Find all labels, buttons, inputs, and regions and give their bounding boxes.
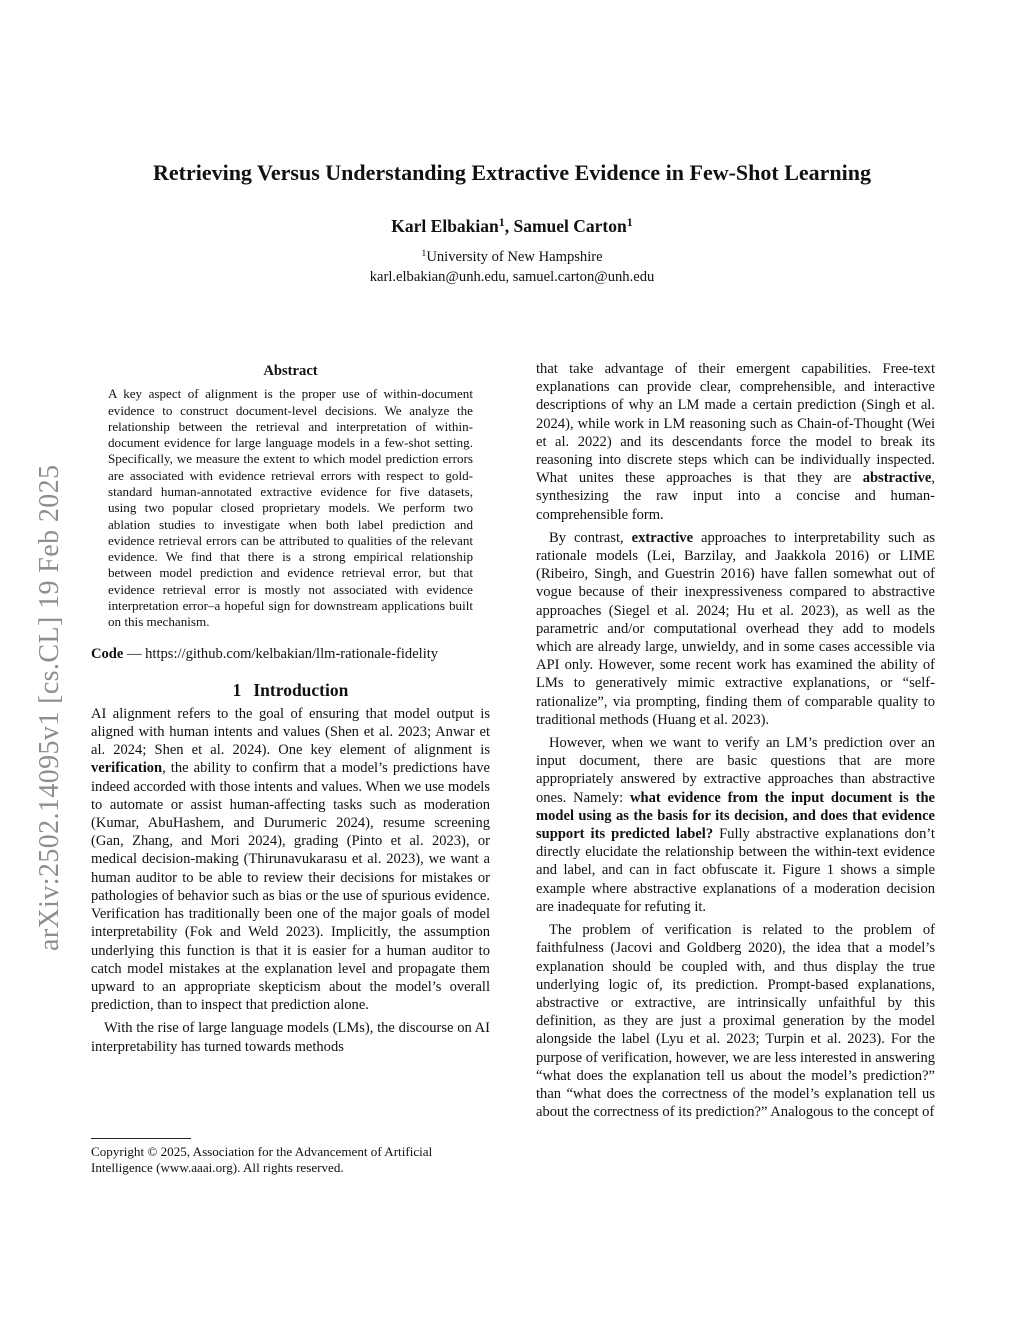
- left-column: [91, 360, 490, 1056]
- affiliation-mark: 1: [498, 215, 505, 230]
- right-column: [536, 360, 935, 1121]
- paragraph-text: , synthesizing the raw input into a concise and human-comprehensible form.: [536, 470, 935, 523]
- emphasized-text: abstractive: [862, 470, 932, 487]
- author-emails: karl.elbakian@unh.edu, samuel.carton@unh.edu: [369, 269, 655, 285]
- copyright-footnote: [91, 1138, 490, 1177]
- section-heading-introduction: [91, 679, 490, 701]
- emphasized-text: extractive: [631, 529, 694, 546]
- left-column-body: [91, 705, 490, 1056]
- right-column-body: [536, 360, 935, 1121]
- paragraph-text: Fully abstractive explanations don’t directly elucidate the relationship between the within-text evidence and label, and can in fact obfuscate it. Figure 1 shows a simple example where abstractive explanations of a moderation decision are inadequate for refuting it.: [536, 826, 935, 915]
- emphasized-text: verification: [91, 760, 163, 777]
- affiliation-mark: 1: [626, 215, 633, 230]
- author-name: Karl Elbakian: [391, 216, 499, 236]
- paragraph-text: approaches to interpretability such as rationale models (Lei, Barzilay, and Jaakkola 2016) or LIME (Ribeiro, Singh, and Guestrin 2016) have fallen somewhat out of vogue because of their inexpressiveness compared to abstractive approaches (Siegel et al. 2024; Hu et al. 2023), as well as the parametric and/or computational overhead they add to models which are already large, unwieldy, and in some cases accessible via API only. However, some recent work has examined the ability of LMs to generatively mimic extractive explanations, or “self-rationalize”, via prompting, finding them of comparable quality to traditional methods (Huang et al. 2023).: [536, 529, 935, 728]
- footnote-divider: [91, 1138, 191, 1139]
- section-title: Introduction: [253, 679, 349, 700]
- body-paragraph: [91, 1019, 490, 1055]
- paragraph-text: that take advantage of their emergent capabilities. Free-text explanations can provide clear, comprehensible, and interactive descriptions of why an LM made a certain prediction (Singh et al. 2024), while work in LM reasoning such as Chain-of-Thought (Wei et al. 2022) and its descendants force the model to break its reasoning into discrete steps which can be individually inspected. What unites these approaches is that they are: [536, 361, 935, 487]
- body-paragraph: [536, 529, 935, 729]
- section-number: 1: [232, 679, 242, 700]
- paragraph-text: , the ability to confirm that a model’s predictions have indeed accorded with those intents and values. When we use models to automate or assist human-affecting tasks such as moderation (Kumar, AbuHashem, and Durumeric 2024), resume screening (Gan, Zhang, and Mori 2024), grading (Pinto et al. 2023), or medical decision-making (Thirunavukarasu et al. 2023), we want a human auditor to be able to review their decisions for mistakes or pathologies of behavior such as bias or the use of spurious evidence. Verification has traditionally been one of the major goals of model interpretability (Fok and Weld 2023). Implicitly, the assumption underlying this function is that it is easier for a human auditor to catch model mistakes at the explanation level and propagate them upward to an appropriate skepticism about the model’s overall prediction, than to inspect that prediction alone.: [91, 760, 490, 1014]
- arxiv-identifier-stamp: arXiv:2502.14095v1 [cs.CL] 19 Feb 2025: [34, 464, 65, 952]
- body-paragraph: [536, 360, 935, 524]
- paragraph-text: However, when we want to verify an LM’s prediction over an input document, there are basic questions that are more appropriately answered by extractive approaches than abstractive ones. Namely:: [536, 735, 935, 806]
- body-paragraph: [536, 734, 935, 916]
- body-paragraph: [536, 921, 935, 1121]
- author-name: Samuel Carton: [513, 216, 627, 236]
- author-separator: ,: [504, 216, 514, 236]
- paper-title: Retrieving Versus Understanding Extractive Evidence in Few-Shot Learning: [152, 160, 872, 185]
- affiliation: [90, 248, 934, 267]
- author-list: [90, 214, 934, 238]
- body-paragraph: [91, 705, 490, 1014]
- code-repository-link[interactable]: https://github.com/kelbakian/llm-rationale-fidelity: [145, 645, 439, 662]
- copyright-text: Copyright © 2025, Association for the Advancement of Artificial Intelligence (www.aaai.org). All rights reserved.: [91, 1144, 433, 1176]
- paragraph-text: The problem of verification is related to the problem of faithfulness (Jacovi and Goldberg 2020), the idea that a model’s explanation should be coupled with, and thus display the true underlying logic of, its prediction. Prompt-based explanations, abstractive or extractive, are intrinsically unfaithful by this definition, as they are just a proximal generation by the model alongside the label (Lyu et al. 2023; Turpin et al. 2023). For the purpose of verification, however, we are less interested in answering “what does the explanation tell us about the model’s prediction?” than “what does the correctness of the model’s explanation tell us about the correctness of its prediction?” Analogous to the concept of: [536, 922, 935, 1121]
- affiliation-name: University of New Hampshire: [426, 249, 603, 265]
- affiliation-mark: 1: [421, 248, 427, 260]
- code-link-line: [91, 645, 490, 663]
- code-label: Code: [91, 645, 124, 662]
- emphasized-text: what evidence from the input document is the model using as the basis for its decision, and does that evidence support its predicted label?: [536, 789, 935, 843]
- paragraph-text: AI alignment refers to the goal of ensuring that model output is aligned with human intents and values (Shen et al. 2023; Anwar et al. 2024; Shen et al. 2024). One key element of alignment is: [91, 705, 490, 759]
- abstract-heading: Abstract: [263, 363, 318, 379]
- paragraph-text: With the rise of large language models (LMs), the discourse on AI interpretability has turned towards methods: [91, 1020, 490, 1055]
- code-dash: —: [123, 645, 146, 662]
- abstract-body: A key aspect of alignment is the proper use of within-document evidence to construct document-level decisions. We analyze the relationship between the retrieval and interpretation of within-document evidence for large language models in a few-shot setting. Specifically, we measure the extent to which model prediction errors are associated with evidence retrieval errors with respect to gold-standard human-annotated extractive evidence for five datasets, using two popular closed proprietary models. We perform two ablation studies to investigate when both label prediction and evidence retrieval errors can be attributed to qualities of the relevant evidence. We find that there is a strong empirical relationship between model prediction and evidence retrieval error, but that evidence retrieval error is mostly not associated with evidence interpretation error–a hopeful sign for downstream applications built on this mechanism.: [108, 386, 473, 630]
- paragraph-text: By contrast,: [549, 529, 632, 546]
